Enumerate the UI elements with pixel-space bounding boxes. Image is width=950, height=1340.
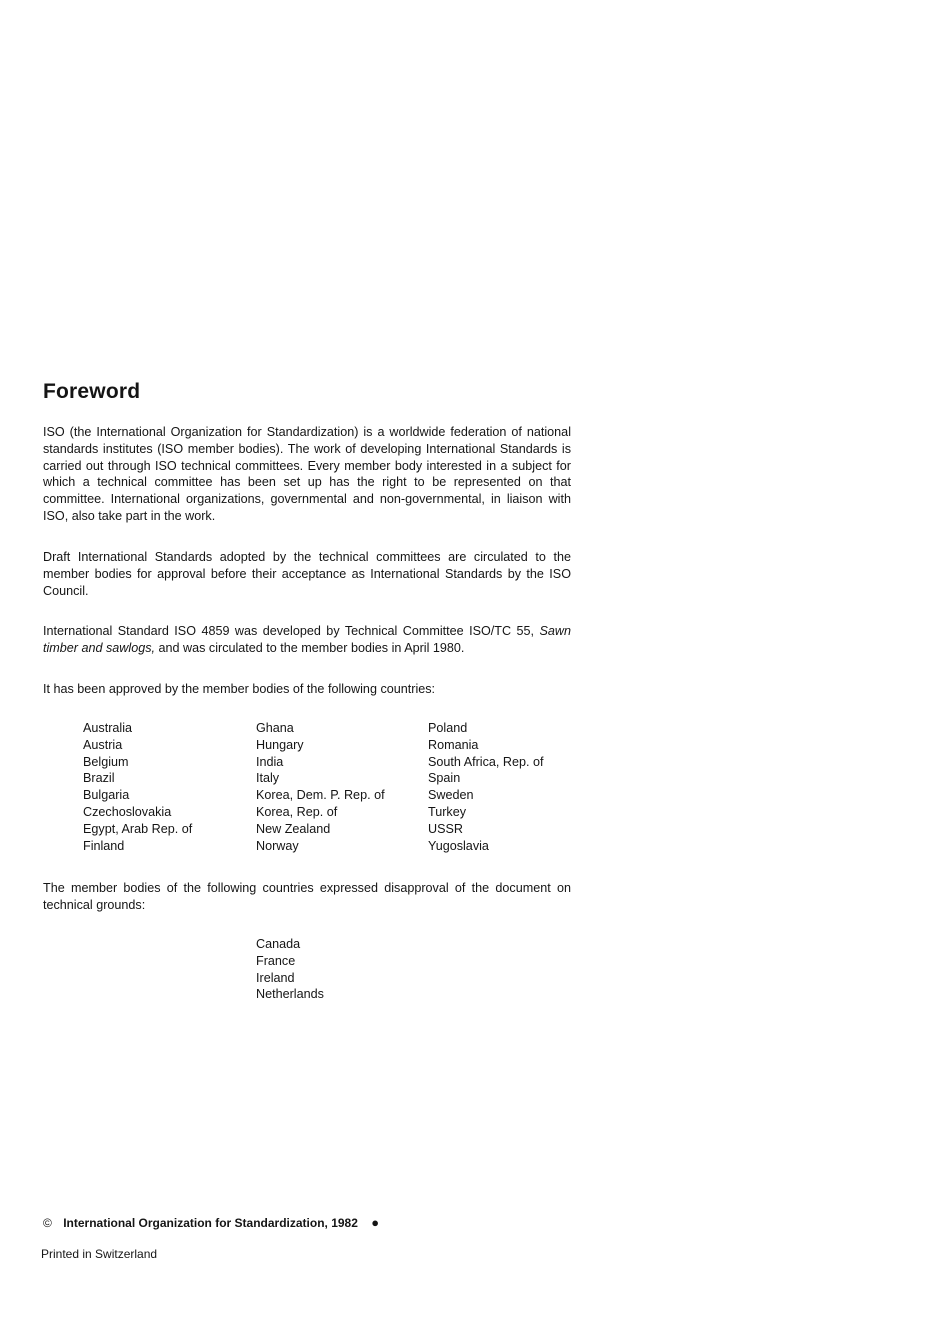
approved-countries-column-1 <box>83 720 192 854</box>
country-item: Spain <box>428 771 461 786</box>
paragraph-3-text-end: and was circulated to the member bodies in April 1980. <box>158 640 465 655</box>
bullet-icon: ● <box>371 1215 380 1230</box>
country-item: Canada <box>256 937 301 951</box>
country-item: USSR <box>428 821 463 836</box>
country-item: Czechoslovakia <box>83 804 172 819</box>
country-item: Poland <box>428 721 468 735</box>
foreword-paragraph-1: ISO (the International Organization for Standardization) is a worldwide federation of national standards institutes (ISO member bodies). The work of developing International Standards is carried out through ISO technical committees. Every member body interested in a subject for which a technical committee has been set up has the right to be represented on that committee. International organizations, governmental and non-governmental, in liaison with ISO, also take part in the work. <box>43 425 571 523</box>
country-item: Hungary <box>256 737 304 752</box>
country-item: Ghana <box>256 721 294 735</box>
country-item: Korea, Dem. P. Rep. of <box>256 788 385 803</box>
foreword-paragraph-3 <box>43 623 571 657</box>
country-item: New Zealand <box>256 821 331 836</box>
disapproved-countries-list <box>256 936 324 1003</box>
committee-title: Sawn timber and sawlogs, <box>43 624 571 655</box>
approval-intro: It has been approved by the member bodies of the following countries: <box>43 682 436 696</box>
country-item: South Africa, Rep. of <box>428 754 544 769</box>
country-item: Brazil <box>83 771 115 786</box>
country-item: Yugoslavia <box>428 838 489 853</box>
country-item: Australia <box>83 721 132 735</box>
country-item: Sweden <box>428 788 474 803</box>
copyright-text: International Organization for Standardization, 1982 <box>63 1216 358 1230</box>
country-item: France <box>256 953 296 968</box>
country-item: India <box>256 754 284 769</box>
country-item: Austria <box>83 737 123 752</box>
country-item: Ireland <box>256 970 295 985</box>
country-item: Turkey <box>428 804 467 819</box>
disapproval-intro: The member bodies of the following countries expressed disapproval of the document on technical grounds: <box>43 881 571 912</box>
country-item: Finland <box>83 838 125 853</box>
country-item: Belgium <box>83 754 129 769</box>
country-item: Norway <box>256 838 299 853</box>
country-item: Egypt, Arab Rep. of <box>83 821 193 836</box>
country-item: Korea, Rep. of <box>256 804 338 819</box>
copyright-symbol: © <box>43 1216 52 1230</box>
printed-location: Printed in Switzerland <box>41 1247 158 1261</box>
approved-countries-column-3 <box>428 720 544 854</box>
country-item: Bulgaria <box>83 788 130 803</box>
country-item: Romania <box>428 737 479 752</box>
country-item: Netherlands <box>256 987 324 1002</box>
copyright-line <box>43 1215 379 1231</box>
page-title: Foreword <box>43 380 141 403</box>
approved-countries-column-2 <box>256 720 385 854</box>
paragraph-3-text-start: International Standard ISO 4859 was developed by Technical Committee ISO/TC 55, <box>43 624 535 638</box>
foreword-paragraph-2: Draft International Standards adopted by the technical committees are circulated to the member bodies for approval before their acceptance as International Standards by the ISO Council. <box>43 550 571 598</box>
country-item: Italy <box>256 771 280 786</box>
